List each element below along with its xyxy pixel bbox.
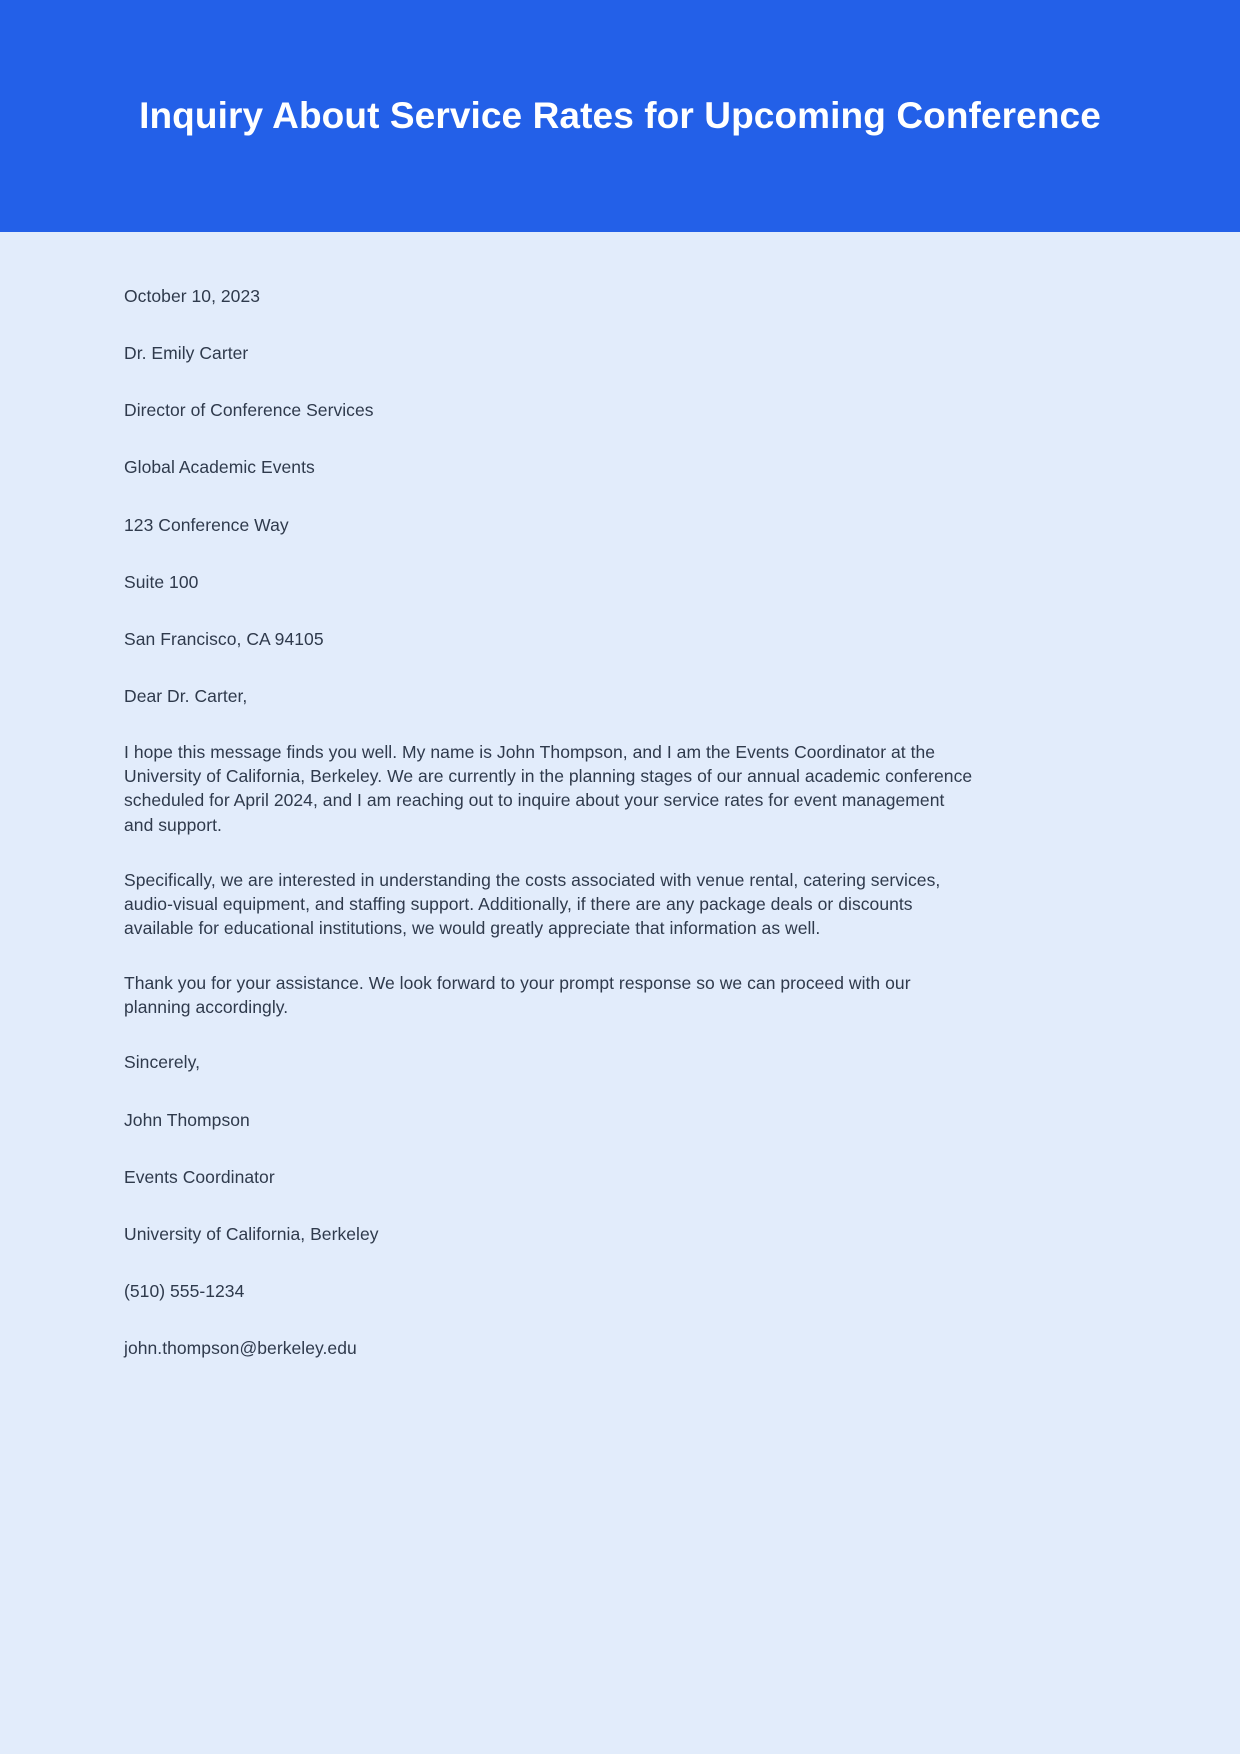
letter-paragraph-1: I hope this message finds you well. My name is John Thompson, and I am the Events Coordinator at the University of California, Berkeley. We are currently in the planning stages of our annual academic conference scheduled for April 2024, and I am reaching out to inquire about your service rates for event management and support. (124, 742, 973, 835)
letter-paragraph-3: Thank you for your assistance. We look forward to your prompt response so we can proceed with our planning accordingly. (124, 973, 911, 1018)
sender-phone: (510) 555-1234 (124, 1280, 245, 1301)
recipient-city-state-zip: San Francisco, CA 94105 (124, 628, 324, 649)
sender-email: john.thompson@berkeley.edu (124, 1338, 357, 1359)
letter-closing: Sincerely, (124, 1052, 201, 1073)
recipient-title: Director of Conference Services (124, 400, 374, 421)
letter-date: October 10, 2023 (124, 286, 261, 306)
letter-paragraph-2: Specifically, we are interested in understanding the costs associated with venue rental, catering services, audio-visual equipment, and staffing support. Additionally, if there are any package deals or discounts available for educational institutions, we would greatly appreciate that information as well. (124, 869, 941, 938)
page-title: Inquiry About Service Rates for Upcoming Conference (139, 94, 1101, 136)
sender-name: John Thompson (124, 1109, 250, 1130)
recipient-street: 123 Conference Way (124, 514, 289, 535)
letter-body (0, 232, 1240, 1360)
sender-title: Events Coordinator (124, 1166, 275, 1187)
letter-salutation: Dear Dr. Carter, (124, 685, 248, 706)
letter-header-banner (0, 0, 1240, 232)
recipient-unit: Suite 100 (124, 571, 199, 592)
sender-organization: University of California, Berkeley (124, 1223, 379, 1244)
recipient-organization: Global Academic Events (124, 457, 315, 478)
recipient-name: Dr. Emily Carter (124, 343, 249, 364)
